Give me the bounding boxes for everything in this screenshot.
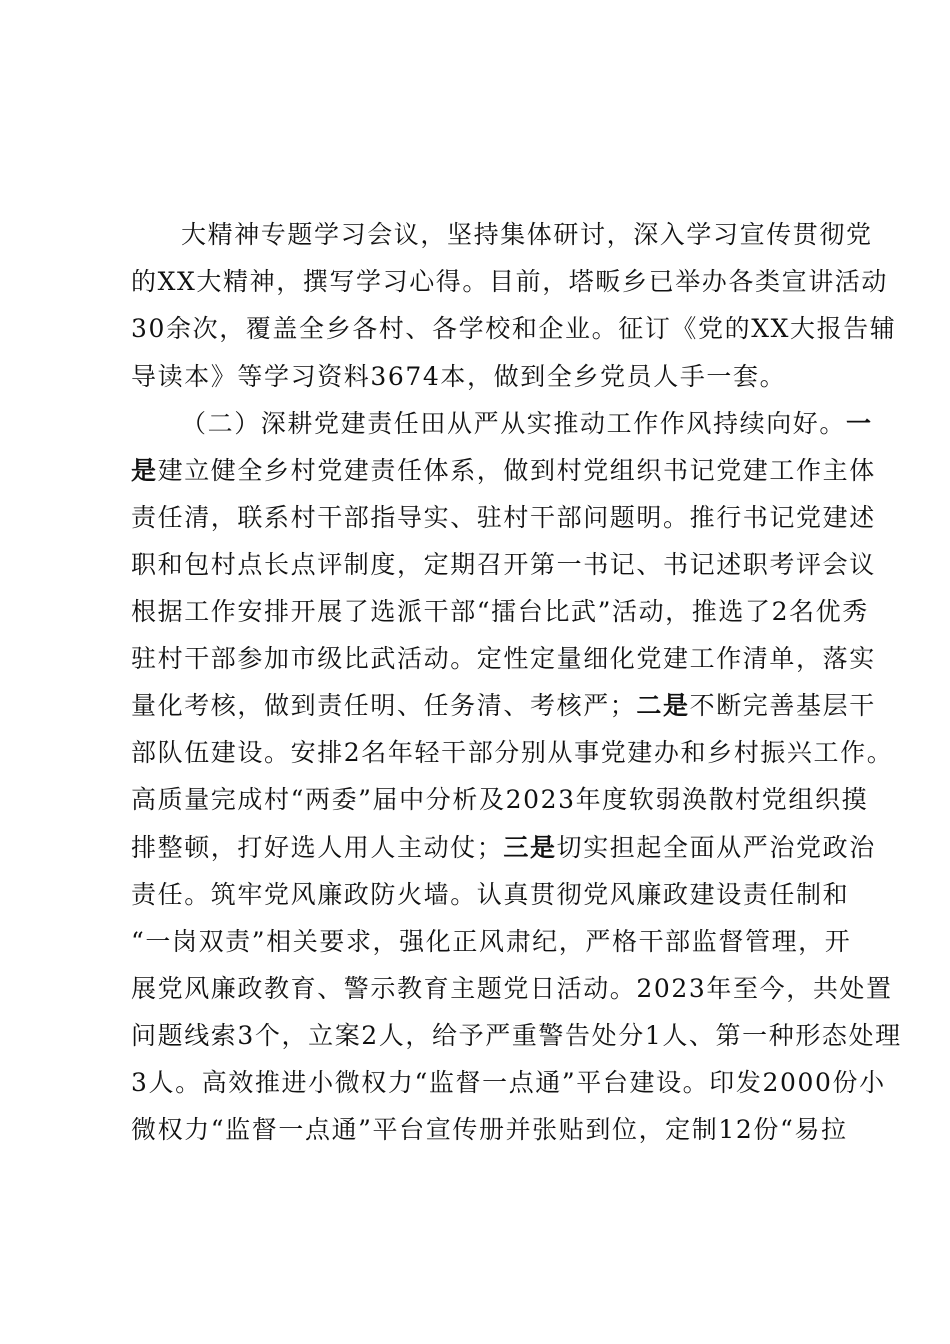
p1-line-3: 30余次，覆盖全乡各村、各学校和企业。征订《党的XX大报告辅 bbox=[131, 314, 897, 343]
p2-line-6: 驻村干部参加市级比武活动。定性定量细化党建工作清单，落实 bbox=[131, 644, 876, 673]
p2-line-3: 责任清，联系村干部指导实、驻村干部问题明。推行书记党建述 bbox=[131, 503, 876, 532]
p2-line-10-text: 排整顿，打好选人用人主动仗； bbox=[131, 833, 504, 862]
p2-heading-line bbox=[181, 406, 873, 442]
p2-line-7-tail: 不断完善基层干 bbox=[689, 691, 876, 720]
bold-marker-two: 二是 bbox=[636, 691, 690, 720]
p2-line-9: 高质量完成村“两委”届中分析及2023年度软弱涣散村党组织摸 bbox=[131, 785, 869, 814]
p2-line-5: 根据工作安排开展了选派干部“擂台比武”活动，推选了2名优秀 bbox=[131, 597, 869, 626]
p2-line-16: 微权力“监督一点通”平台宣传册并张贴到位，定制12份“易拉 bbox=[131, 1115, 848, 1144]
p2-line-7 bbox=[131, 688, 876, 724]
p2-line-4: 职和包村点长点评制度，定期召开第一书记、书记述职考评会议 bbox=[131, 550, 876, 579]
p2-line-2-text: 建立健全乡村党建责任体系，做到村党组织书记党建工作主体 bbox=[157, 456, 876, 485]
p2-line-2 bbox=[131, 453, 876, 489]
p2-line-10-tail: 切实担起全面从严治党政治 bbox=[556, 833, 876, 862]
p2-line-10 bbox=[131, 830, 876, 866]
p2-line-13: 展党风廉政教育、警示教育主题党日活动。2023年至今，共处置 bbox=[131, 974, 893, 1003]
p2-line-12: “一岗双责”相关要求，强化正风肃纪，严格干部监督管理，开 bbox=[131, 927, 852, 956]
bold-marker-one-part: 一 bbox=[846, 409, 873, 438]
p1-line-2: 的XX大精神，撰写学习心得。目前，塔畈乡已举办各类宣讲活动 bbox=[131, 267, 888, 296]
p1-line-4: 导读本》等学习资料3674本，做到全乡党员人手一套。 bbox=[131, 362, 787, 391]
p2-line-8: 部队伍建设。安排2名年轻干部分别从事党建办和乡村振兴工作。 bbox=[131, 738, 894, 767]
p2-line-7-text: 量化考核，做到责任明、任务清、考核严； bbox=[131, 691, 637, 720]
section-heading: （二）深耕党建责任田从严从实推动工作作风持续向好。 bbox=[181, 409, 847, 438]
p2-line-15: 3人。高效推进小微权力“监督一点通”平台建设。印发2000份小 bbox=[131, 1068, 886, 1097]
bold-marker-three: 三是 bbox=[503, 833, 557, 862]
p1-line-1: 大精神专题学习会议，坚持集体研讨，深入学习宣传贯彻党 bbox=[181, 220, 873, 249]
p2-line-14: 问题线索3个，立案2人，给予严重警告处分1人、第一种形态处理 bbox=[131, 1021, 902, 1050]
p2-line-11: 责任。筑牢党风廉政防火墙。认真贯彻党风廉政建设责任制和 bbox=[131, 880, 850, 909]
bold-marker-shi: 是 bbox=[131, 456, 158, 485]
